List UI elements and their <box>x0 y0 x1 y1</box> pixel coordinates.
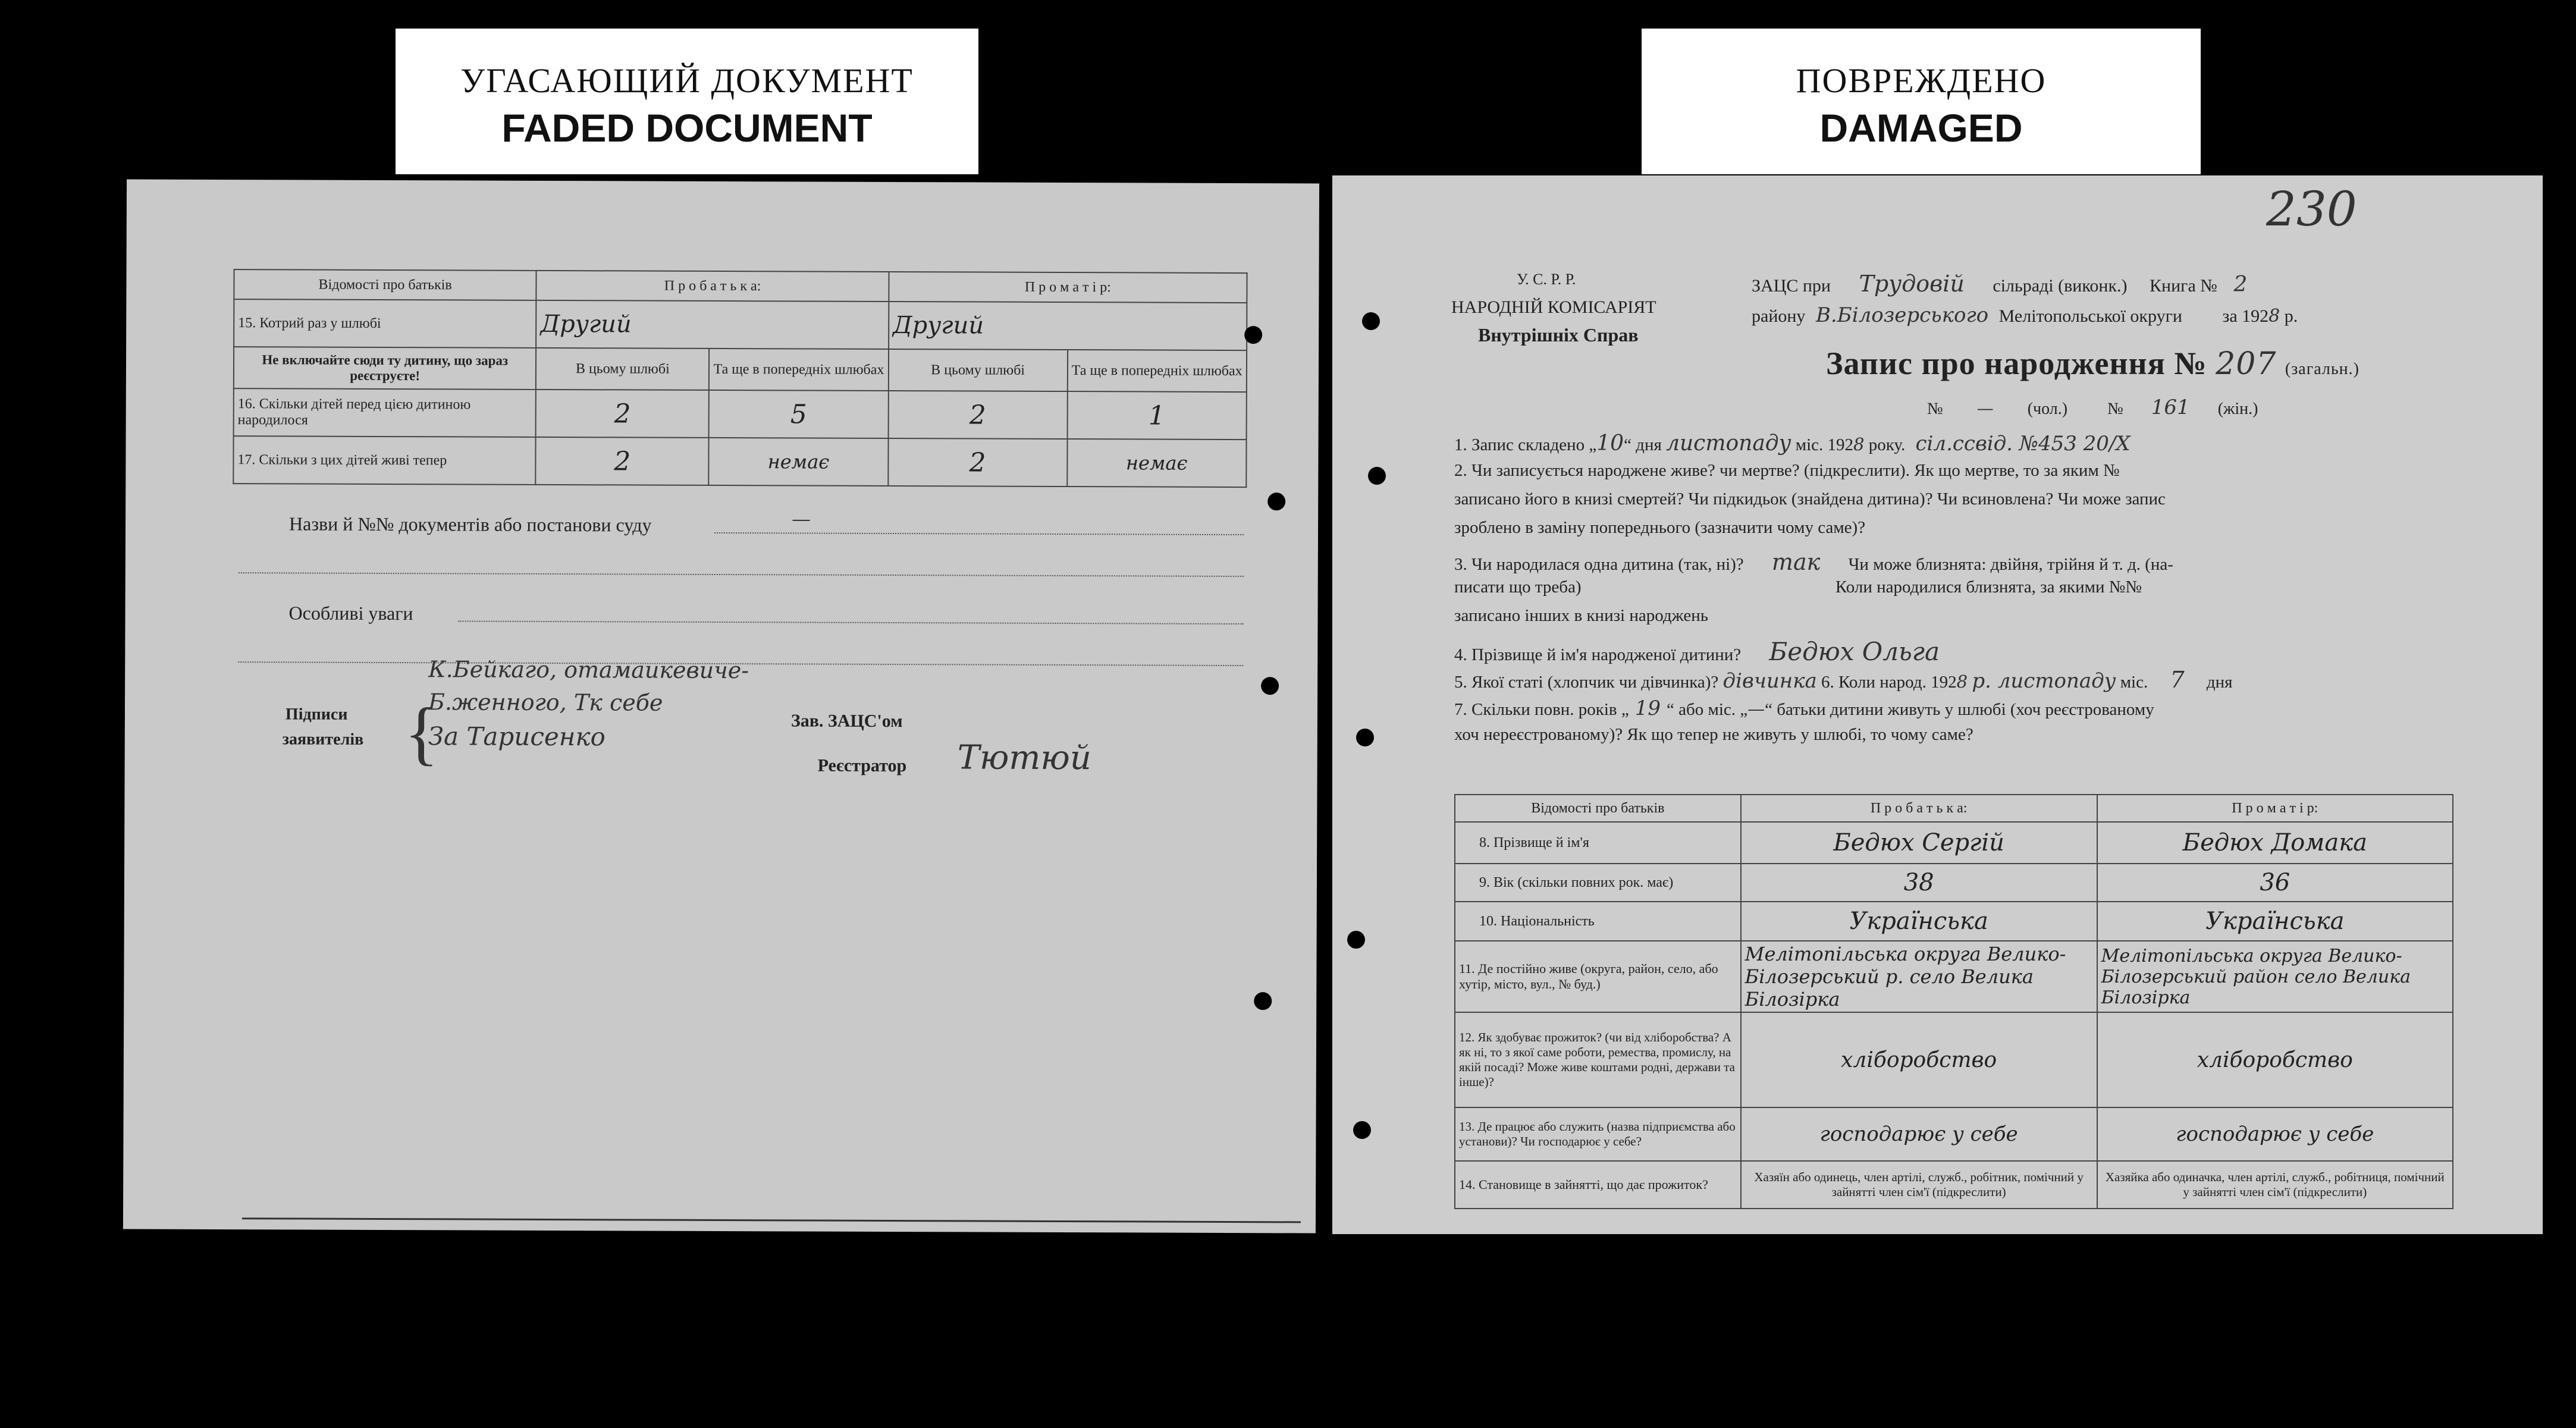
r11-father: Мелітопільська округа Велико-Білозерський р. село Велика Білозірка <box>1741 941 2097 1012</box>
question-7 <box>1454 696 2154 720</box>
gender-number-line <box>1927 396 2258 419</box>
record-title-text: Запис про народження № <box>1826 346 2207 381</box>
question-5-6 <box>1454 667 2233 693</box>
question-3c <box>1454 578 2142 597</box>
q7-years: 19 <box>1634 696 1661 720</box>
female-number: 161 <box>2151 396 2190 419</box>
row16-f-prev: 5 <box>709 390 889 438</box>
q1-mid: “ дня <box>1624 435 1662 454</box>
faded-document-label <box>396 29 978 174</box>
r8-label: 8. Прізвище й ім'я <box>1455 822 1741 864</box>
r14-father: Хазяїн або одинець, член артілі, служб., робітник, помічний у зайнятті член сім'ї (підкреслити) <box>1741 1161 2097 1209</box>
row16-label: 16. Скільки дітей перед цією дитиною народилося <box>234 388 536 437</box>
q6-month: р. листопаду <box>1972 669 2116 693</box>
q6-text: 6. Коли народ. 192 <box>1821 673 1957 692</box>
q4-value: Бедюх Ольга <box>1769 637 1940 666</box>
row17-m-this: 2 <box>888 438 1067 487</box>
r-mother-header: П р о м а т і р: <box>2097 795 2453 822</box>
question-3 <box>1454 549 2173 575</box>
right-page <box>1332 175 2543 1234</box>
rayon-line <box>1752 303 2298 327</box>
r8-father: Бедюх Сергій <box>1741 822 2097 864</box>
registrar-signature: Тютюй <box>957 738 1091 778</box>
female-label: № <box>2107 400 2123 418</box>
r14-mother: Хазяйка або одиначка, член артілі, служб., робітниця, помічний у зайнятті член сім'ї (підкреслити) <box>2097 1161 2453 1209</box>
father-prev-marriages: Та ще в попередніх шлюбах <box>709 349 889 391</box>
row15-label: 15. Котрий раз у шлюбі <box>234 299 536 348</box>
right-parents-table <box>1454 794 2453 1209</box>
row15-mother: Другий <box>889 302 1247 350</box>
r10-mother: Українська <box>2097 902 2453 941</box>
r12-label: 12. Як здобуває прожиток? (чи від хліборобства? А як ні, то з якої саме роботи, ремества, промислу, на якій посаді? Може живе коштами родні, держави та інше)? <box>1455 1012 1741 1107</box>
question-7b: хоч нереєстрованому)? Як що тепер не живуть у шлюбі, то чому саме? <box>1454 725 1973 744</box>
q1-note: сіл.ссвід. №453 20/X <box>1915 432 2131 456</box>
r13-label: 13. Де працює або служить (назва підприємства або установи)? Чи господарює у себе? <box>1455 1107 1741 1161</box>
q1-end: року. <box>1868 435 1906 454</box>
row17-f-prev: немає <box>709 438 889 486</box>
book-number: 2 <box>2233 272 2248 297</box>
r13-mother: господарює у себе <box>2097 1107 2453 1161</box>
mother-this-marriage: В цьому шлюбі <box>889 349 1068 391</box>
r9-label: 9. Вік (скільки повних рок. має) <box>1455 864 1741 902</box>
r12-father: хліборобство <box>1741 1012 2097 1107</box>
male-label: № <box>1927 400 1943 418</box>
zacs-prefix: ЗАЦС при <box>1752 276 1831 296</box>
record-total-label: (загальн.) <box>2285 360 2359 378</box>
rayon-prefix: району <box>1752 306 1806 326</box>
row17-label: 17. Скільки з цих дітей живі тепер <box>233 436 536 485</box>
r8-mother: Бедюх Домака <box>2097 822 2453 864</box>
r9-father: 38 <box>1741 864 2097 902</box>
r11-label: 11. Де постійно живе (округа, район, село, або хутір, місто, вул., № буд.) <box>1455 941 1741 1012</box>
q6-end: дня <box>2206 673 2233 692</box>
label-right-en: DAMAGED <box>1819 106 2023 150</box>
q1-year: міс. 192 <box>1795 435 1854 454</box>
r-col-header: Відомості про батьків <box>1455 795 1741 822</box>
q1-month: листопаду <box>1666 431 1791 456</box>
q7-months: — <box>1747 699 1765 719</box>
q1-day: 10 <box>1596 431 1624 456</box>
q3-value: так <box>1771 549 1821 575</box>
q4-text: 4. Прізвище й ім'я народженої дитини? <box>1454 645 1742 664</box>
question-2c: зроблено в заміну попереднього (зазначити чому саме)? <box>1454 518 1866 537</box>
record-number: 207 <box>2216 346 2277 382</box>
ussr-header: У. С. Р. Р. <box>1517 271 1576 288</box>
signature-line-2: Б.женного, Тк себе <box>428 689 663 716</box>
q3-text: 3. Чи народилася одна дитина (так, ні)? <box>1454 555 1744 574</box>
page-number: 230 <box>2266 181 2357 237</box>
question-2b: записано його в книзі смертей? Чи підкидьок (знайдена дитина)? Чи всиновлена? Чи може запис <box>1454 489 2166 509</box>
rayon-value: В.Білозерського <box>1815 303 1989 327</box>
q3c-text: писати що треба) <box>1454 578 1582 597</box>
signatures-label-1: Підписи <box>285 705 348 724</box>
row17-f-this: 2 <box>536 437 709 485</box>
q1-text: 1. Запис складено „ <box>1454 435 1597 454</box>
row16-f-this: 2 <box>536 390 709 438</box>
male-suffix: (чол.) <box>2027 400 2068 418</box>
female-suffix: (жін.) <box>2217 400 2258 418</box>
r10-label: 10. Національність <box>1455 902 1741 941</box>
registrar-label: Реєстратор <box>817 755 907 776</box>
question-4 <box>1454 637 1940 666</box>
r-father-header: П р о б а т ь к а: <box>1741 795 2097 822</box>
zacs-line <box>1752 271 2247 297</box>
row16-m-this: 2 <box>888 391 1067 439</box>
year-suffix: р. <box>2284 306 2298 326</box>
signatures-label-2: заявителів <box>282 730 364 749</box>
left-page <box>123 180 1319 1234</box>
okruha: Мелітопольської округи <box>1998 306 2182 326</box>
q5-value: дівчинка <box>1722 669 1817 693</box>
signature-line-1: К.Бейкаго, отамаикевиче- <box>428 656 749 684</box>
label-left-en: FADED DOCUMENT <box>501 106 873 150</box>
commissariat-line-1: НАРОДНІЙ КОМІСАРІЯТ <box>1451 297 1656 317</box>
book-label: Книга № <box>2150 276 2217 296</box>
q1-year-digit: 8 <box>1853 434 1865 454</box>
question-2: 2. Чи записується народжене живе? чи мертве? (підкреслити). Як що мертве, то за яким № <box>1454 461 2120 480</box>
q7-mid: “ або міс. „ <box>1667 700 1748 719</box>
r12-mother: хліборобство <box>2097 1012 2453 1107</box>
left-parents-table <box>233 269 1247 488</box>
question-3e: записано інших в книзі народжень <box>1454 606 1708 625</box>
r14-label: 14. Становище в зайнятті, що дає прожиток? <box>1455 1161 1741 1209</box>
row16-m-prev: 1 <box>1067 391 1247 440</box>
q5-text: 5. Якої статі (хлопчик чи дівчинка)? <box>1454 673 1719 692</box>
signature-brace: { <box>404 693 439 773</box>
q7-text: 7. Скільки повн. років „ <box>1454 700 1629 719</box>
docs-label: Назви й №№ документів або постанови суду <box>289 513 652 536</box>
signature-line-3: За Тарисенко <box>428 721 605 752</box>
q6-mid: міс. <box>2120 673 2148 692</box>
mother-prev-marriages: Та ще в попередніх шлюбах <box>1067 350 1247 392</box>
q7-rest: “ батьки дитини живуть у шлюбі (хоч реєстрованому <box>1765 700 2154 719</box>
label-right-ru: ПОВРЕЖДЕНО <box>1796 61 2047 100</box>
row15-father: Другий <box>536 300 889 349</box>
year-label: за 192 <box>2222 306 2269 326</box>
mother-header: П р о м а т і р: <box>889 272 1247 303</box>
docs-value: — <box>792 507 811 531</box>
row17-m-prev: немає <box>1067 439 1247 487</box>
q3d-text: Коли народилися близнята, за якими №№ <box>1835 578 2142 597</box>
father-header: П р о б а т ь к а: <box>536 271 889 302</box>
zacs-suffix: сільраді (виконк.) <box>1993 276 2128 296</box>
col-header: Відомості про батьків <box>234 269 536 300</box>
q6-day: 7 <box>2170 667 2185 693</box>
note-row-label: Не включайте сюди ту дитину, що зараз реєструєте! <box>234 347 536 390</box>
r10-father: Українська <box>1741 902 2097 941</box>
commissariat-line-2: Внутрішніх Справ <box>1478 324 1639 346</box>
r9-mother: 36 <box>2097 864 2453 902</box>
r11-mother: Мелітопільська округа Велико-Білозерський район село Велика Білозірка <box>2097 941 2453 1012</box>
male-number: — <box>1976 398 1994 418</box>
record-title <box>1826 345 2359 382</box>
r13-father: господарює у себе <box>1741 1107 2097 1161</box>
year-digit: 8 <box>2268 306 2280 327</box>
q6-year-digit: 8 <box>1956 671 1968 692</box>
notes-label: Особливі уваги <box>288 602 413 624</box>
q3-twins: Чи може близнята: двійня, трійня й т. д. (на- <box>1848 555 2173 574</box>
label-left-ru: УГАСАЮЩИЙ ДОКУМЕНТ <box>460 61 914 100</box>
zacs-village: Трудовій <box>1859 271 1965 297</box>
head-label: Зав. ЗАЦС'ом <box>790 711 903 732</box>
father-this-marriage: В цьому шлюбі <box>536 348 709 390</box>
question-1 <box>1454 431 2131 456</box>
damaged-label <box>1642 29 2201 174</box>
